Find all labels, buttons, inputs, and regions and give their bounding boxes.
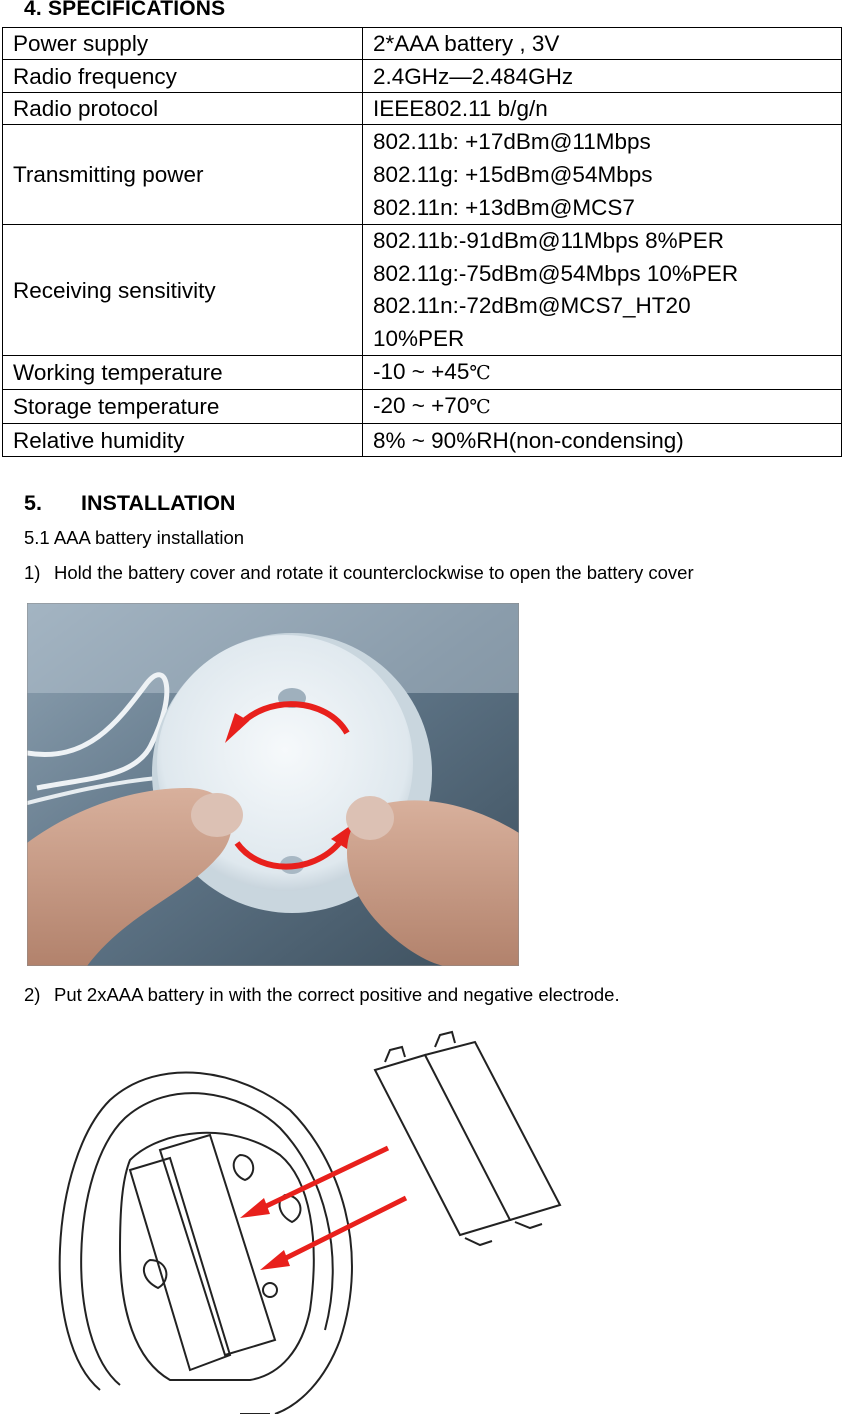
spec-value-line: 802.11b: +17dBm@11Mbps — [373, 129, 651, 154]
spec-value-line: 802.11g:-75dBm@54Mbps 10%PER — [373, 260, 739, 286]
step-number: 2) — [24, 984, 41, 1005]
battery-cover-photo — [27, 603, 519, 966]
spec-value — [363, 225, 842, 356]
spec-value-line: 802.11n: +13dBm@MCS7 — [373, 195, 635, 220]
subsection-heading: 5.1 AAA battery installation — [24, 527, 245, 548]
step-2-text — [24, 984, 620, 1006]
table-row — [3, 424, 842, 457]
spec-value — [363, 125, 842, 225]
spec-key: Transmitting power — [3, 125, 363, 225]
battery-insertion-drawing — [40, 1010, 600, 1414]
spec-value: 2*AAA battery , 3V — [363, 28, 842, 60]
spec-value-main: -10 ~ +45 — [373, 359, 470, 384]
spec-value-line: 802.11b:-91dBm@11Mbps 8%PER — [373, 228, 724, 253]
step-instruction: Hold the battery cover and rotate it counterclockwise to open the battery cover — [54, 562, 694, 583]
step-instruction: Put 2xAAA battery in with the correct positive and negative electrode. — [54, 984, 620, 1005]
specifications-heading: 4. SPECIFICATIONS — [24, 0, 226, 20]
spec-key: Receiving sensitivity — [3, 225, 363, 356]
table-row — [3, 390, 842, 424]
spec-value: 2.4GHz—2.484GHz — [363, 60, 842, 93]
spec-key: Storage temperature — [3, 390, 363, 424]
table-row — [3, 125, 842, 225]
celsius-unit: ℃ — [469, 362, 491, 384]
spec-value-main: -20 ~ +70 — [373, 393, 470, 418]
table-row — [3, 60, 842, 93]
table-row — [3, 225, 842, 356]
spec-key: Radio protocol — [3, 93, 363, 125]
section-number: 5. — [24, 491, 42, 515]
table-row — [3, 28, 842, 60]
spec-value-line: 802.11g: +15dBm@54Mbps — [373, 162, 653, 187]
spec-value: IEEE802.11 b/g/n — [363, 93, 842, 125]
spec-key: Relative humidity — [3, 424, 363, 457]
table-row — [3, 356, 842, 390]
spec-value — [363, 356, 842, 390]
spec-value: 8% ~ 90%RH(non-condensing) — [363, 424, 842, 457]
spec-value — [363, 390, 842, 424]
step-number: 1) — [24, 562, 41, 583]
section-title: INSTALLATION — [81, 491, 236, 515]
step-1-text — [24, 562, 694, 584]
spec-key: Power supply — [3, 28, 363, 60]
specifications-table — [2, 27, 842, 457]
spec-key: Working temperature — [3, 356, 363, 390]
spec-value-line: 802.11n:-72dBm@MCS7_HT20 — [373, 293, 691, 318]
installation-heading — [24, 491, 235, 516]
celsius-unit: ℃ — [469, 396, 491, 418]
table-row — [3, 93, 842, 125]
spec-value-line: 10%PER — [373, 325, 465, 351]
spec-key: Radio frequency — [3, 60, 363, 93]
